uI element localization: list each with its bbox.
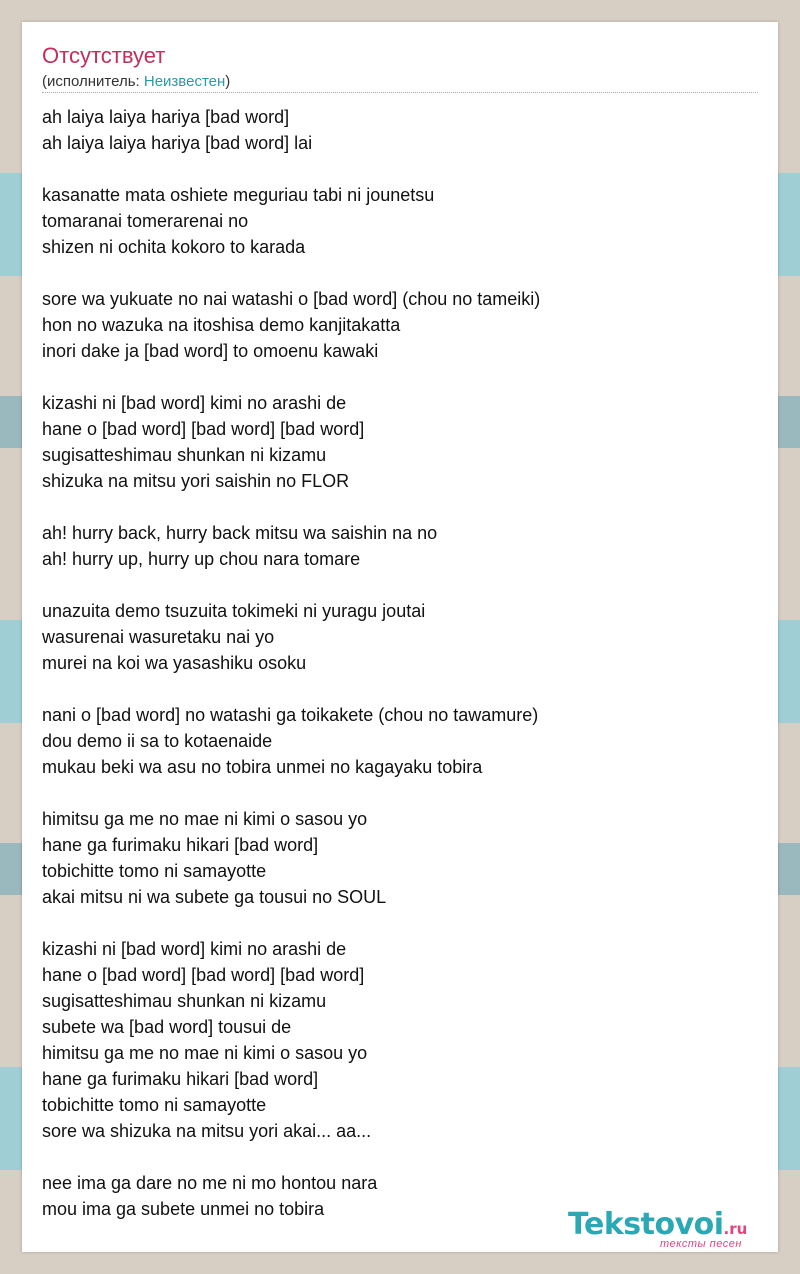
lyric-line: ah laiya laiya hariya [bad word] [42, 107, 290, 127]
lyric-line: ah! hurry back, hurry back mitsu wa saishin na no [42, 523, 438, 543]
stanza [42, 598, 758, 676]
lyric-line: kizashi ni [bad word] kimi no arashi de [42, 939, 347, 959]
lyric-line: murei na koi wa yasashiku osoku [42, 653, 307, 673]
artist-line [42, 72, 230, 92]
lyric-line: sugisatteshimau shunkan ni kizamu [42, 991, 327, 1011]
lyric-line: hane o [bad word] [bad word] [bad word] [42, 419, 365, 439]
header-divider [42, 92, 758, 93]
stanza [42, 936, 758, 1144]
logo-name: Tekstovoi [568, 1207, 724, 1242]
lyric-line: shizuka na mitsu yori saishin no FLOR [42, 471, 350, 491]
site-logo[interactable] [568, 1208, 774, 1248]
lyric-line: inori dake ja [bad word] to omoenu kawaki [42, 341, 379, 361]
stanza [42, 520, 758, 572]
stanza [42, 104, 758, 156]
song-title: Отсутствует [42, 43, 166, 68]
lyric-line: sugisatteshimau shunkan ni kizamu [42, 445, 327, 465]
lyric-line: ah! hurry up, hurry up chou nara tomare [42, 549, 361, 569]
logo-tld: .ru [723, 1220, 748, 1238]
lyric-line: tomaranai tomerarenai no [42, 211, 249, 231]
stanza [42, 702, 758, 780]
lyric-line: hane o [bad word] [bad word] [bad word] [42, 965, 365, 985]
artist-link[interactable]: Неизвестен [143, 73, 226, 90]
lyric-line: kasanatte mata oshiete meguriau tabi ni jounetsu [42, 185, 435, 205]
lyric-line: sore wa yukuate no nai watashi o [bad word] (chou no tameiki) [42, 289, 541, 309]
stanza [42, 390, 758, 494]
lyric-line: mou ima ga subete unmei no tobira [42, 1199, 325, 1219]
lyric-line: mukau beki wa asu no tobira unmei no kagayaku tobira [42, 757, 483, 777]
lyric-line: nani o [bad word] no watashi ga toikakete (chou no tawamure) [42, 705, 539, 725]
artist-suffix: ) [225, 73, 231, 90]
lyrics-card [22, 22, 778, 1252]
artist-prefix: (исполнитель: [42, 73, 144, 90]
lyric-line: himitsu ga me no mae ni kimi o sasou yo [42, 1043, 368, 1063]
lyric-line: nee ima ga dare no me ni mo hontou nara [42, 1173, 378, 1193]
logo-tagline: тексты песен [660, 1238, 742, 1250]
lyric-line: tobichitte tomo ni samayotte [42, 1095, 267, 1115]
lyric-line: wasurenai wasuretaku nai yo [42, 627, 275, 647]
lyric-line: kizashi ni [bad word] kimi no arashi de [42, 393, 347, 413]
lyric-line: sore wa shizuka na mitsu yori akai... aa... [42, 1121, 372, 1141]
lyric-line: hane ga furimaku hikari [bad word] [42, 1069, 319, 1089]
stanza [42, 182, 758, 260]
lyric-line: himitsu ga me no mae ni kimi o sasou yo [42, 809, 368, 829]
stanza [42, 806, 758, 910]
lyric-line: hon no wazuka na itoshisa demo kanjitakatta [42, 315, 401, 335]
lyric-line: tobichitte tomo ni samayotte [42, 861, 267, 881]
lyric-line: unazuita demo tsuzuita tokimeki ni yuragu joutai [42, 601, 426, 621]
lyric-line: ah laiya laiya hariya [bad word] lai [42, 133, 313, 153]
stanza [42, 286, 758, 364]
lyric-line: subete wa [bad word] tousui de [42, 1017, 292, 1037]
lyric-line: akai mitsu ni wa subete ga tousui no SOUL [42, 887, 387, 907]
lyrics-body [42, 104, 758, 1248]
lyric-line: shizen ni ochita kokoro to karada [42, 237, 306, 257]
lyric-line: hane ga furimaku hikari [bad word] [42, 835, 319, 855]
lyric-line: dou demo ii sa to kotaenaide [42, 731, 273, 751]
